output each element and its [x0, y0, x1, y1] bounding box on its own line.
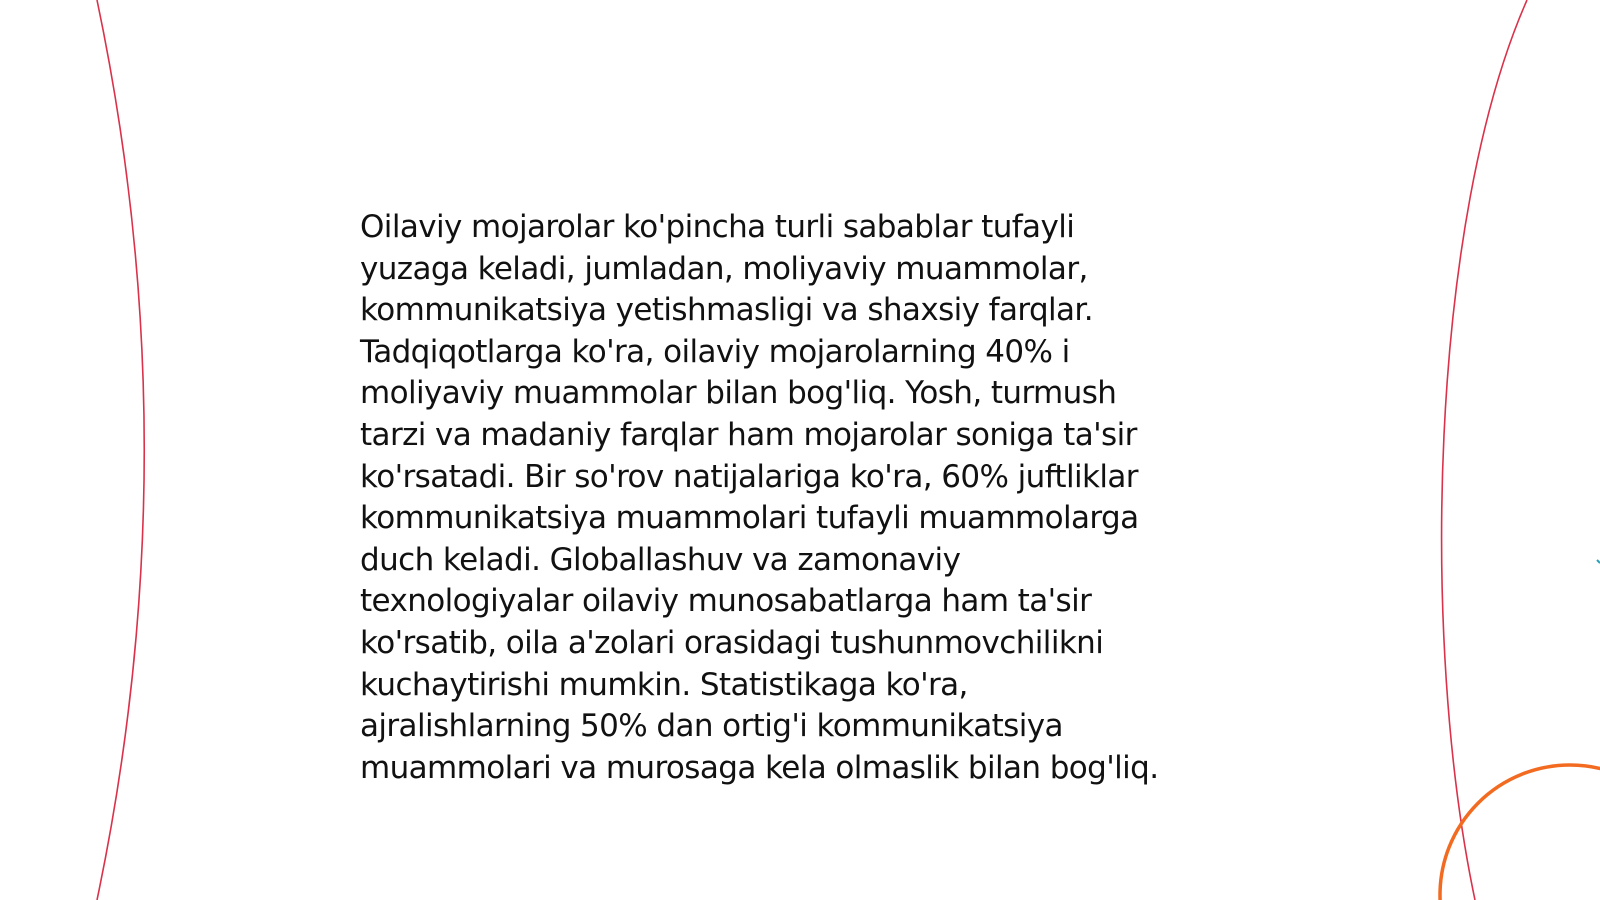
right-decorative-curve	[1442, 0, 1527, 900]
body-paragraph: Oilaviy mojarolar ko'pincha turli sabablar tufayli yuzaga keladi, jumladan, moliyaviy muammolar, kommunikatsiya yetishmasligi va shaxsiy farqlar. Tadqiqotlarga ko'ra, oilaviy mojarolarning 40% i moliyaviy muammolar bilan bog'liq. Yosh, turmush tarzi va madaniy farqlar ham mojarolar soniga ta'sir ko'rsatadi. Bir so'rov natijalariga ko'ra, 60% juftliklar kommunikatsiya muammolari tufayli muammolarga duch keladi. Globallashuv va zamonaviy texnologiyalar oilaviy munosabatlarga ham ta'sir ko'rsatib, oila a'zolari orasidagi tushunmovchilikni kuchaytirishi mumkin. Statistikaga ko'ra, ajralishlarning 50% dan ortig'i kommunikatsiya muammolari va murosaga kela olmaslik bilan bog'liq.	[360, 209, 1159, 786]
left-decorative-curve	[97, 0, 144, 900]
orange-decorative-arc	[1440, 765, 1600, 900]
